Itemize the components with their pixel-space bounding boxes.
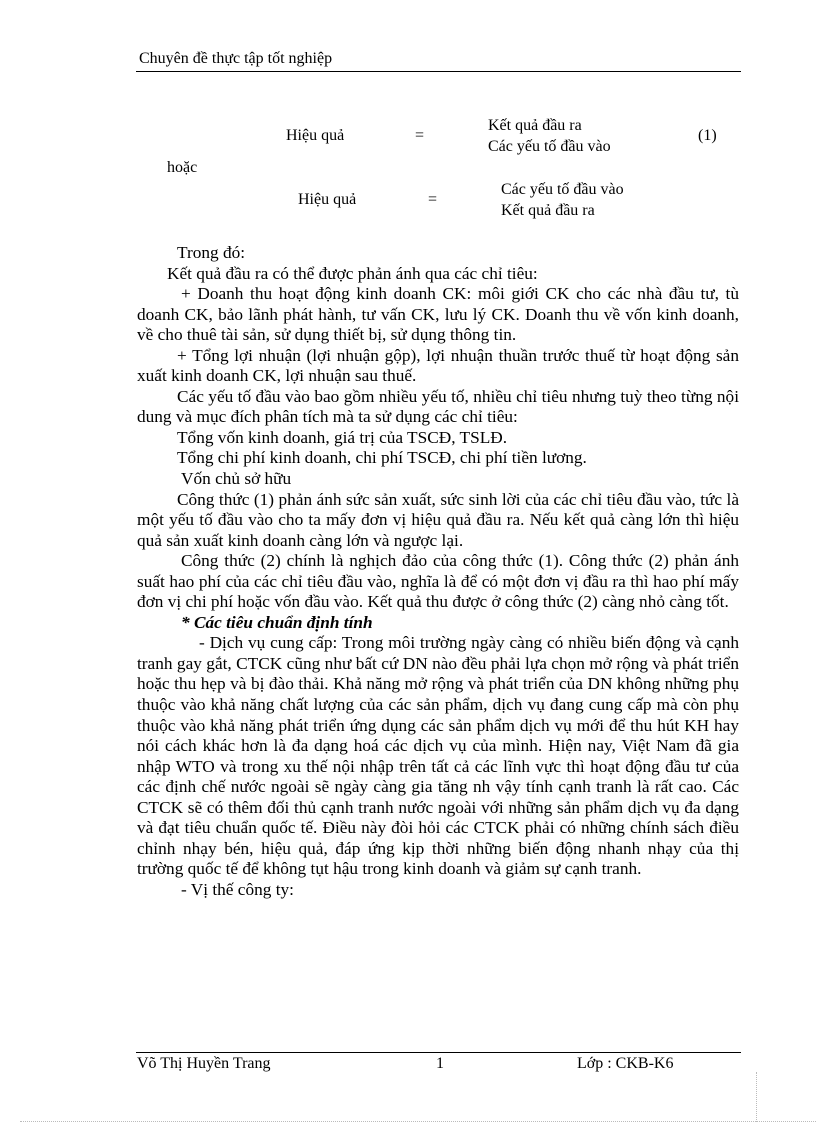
- formula2-equals: =: [428, 191, 438, 208]
- paragraph: Công thức (2) chính là nghịch đảo của công thức (1). Công thức (2) phản ánh suất hao phí của các chỉ tiêu đầu vào, nghĩa là để có một đơn vị đầu ra thì hao phí mấy đơn vị chi phí hoặc vốn đầu vào. Kết quả thu được ở công thức (2) càng nhỏ càng tốt.: [137, 551, 739, 612]
- paragraph: Công thức (1) phản ánh sức sản xuất, sức sinh lời của các chỉ tiêu đầu vào, tức là một yếu tố đầu vào cho ta mấy đơn vị hiệu quả đầu ra. Nếu kết quả càng lớn thì hiệu quả sản xuất kinh doanh càng lớn và ngược lại.: [137, 489, 739, 550]
- page-edge-guide: [20, 1121, 816, 1122]
- paragraph: + Doanh thu hoạt động kinh doanh CK: môi giới CK cho các nhà đầu tư, tù doanh CK, bảo lãnh phát hành, tư vấn CK, lưu lý CK. Doanh thu về vốn kinh doanh, về cho thuê tài sản, sử dụng thiết bị, sử dụng thông tin.: [137, 284, 739, 345]
- paragraph: Tổng vốn kinh doanh, giá trị của TSCĐ, TSLĐ.: [177, 427, 508, 447]
- footer-author: Võ Thị Huyền Trang: [137, 1055, 271, 1072]
- formula1-number: (1): [698, 127, 717, 144]
- footer-class: Lớp : CKB-K6: [577, 1055, 674, 1072]
- paragraph: + Tổng lợi nhuận (lợi nhuận gộp), lợi nhuận thuần trước thuế từ hoạt động sản xuất kinh doanh CK, lợi nhuận sau thuế.: [137, 345, 739, 386]
- paragraph: Các yếu tố đầu vào bao gồm nhiều yếu tố, nhiều chỉ tiêu nhưng tuỳ theo từng nội dung và mục đích phân tích mà ta sử dụng các chỉ tiêu:: [137, 386, 739, 427]
- header-title: Chuyên đề thực tập tốt nghiệp: [139, 50, 333, 67]
- paragraph: Tổng chi phí kinh doanh, chi phí TSCĐ, chi phí tiền lương.: [177, 448, 587, 468]
- header-rule: [136, 71, 741, 72]
- paragraph: Trong đó:: [177, 243, 246, 262]
- formula1-equals: =: [415, 127, 425, 144]
- formula2-denominator: Kết quả đầu ra: [501, 202, 595, 219]
- formula2-numerator: Các yếu tố đầu vào: [501, 181, 624, 198]
- paragraph: Kết quả đầu ra có thể được phản ánh qua các chỉ tiêu:: [167, 263, 538, 283]
- formula1-numerator: Kết quả đầu ra: [488, 117, 582, 134]
- body-text: [137, 243, 739, 901]
- paragraph: - Dịch vụ cung cấp: Trong môi trường ngày càng có nhiều biến động và cạnh tranh gay gắt, CTCK cũng như bất cứ DN nào đều phải lựa chọn mở rộng và phát triển hoặc thu hẹp và bị đào thải. Khả năng mở rộng và phát triển của DN không những phụ thuộc vào khả năng chất lượng của các sản phẩm, dịch vụ đang cung cấp mà còn phụ thuộc vào khả năng phát triển ứng dụng các sản phẩm dịch vụ mới để thu hút KH hay nói cách khác hơn là đa dạng hoá các dịch vụ của mình. Hiện nay, Việt Nam đã gia nhập WTO và trong xu thế nội nhập trên tất cả các lĩnh vực thì hoạt động đầu tư của các định chế nước ngoài sẽ ngày càng gia tăng nh vậy tính cạnh tranh là rất cao. Các CTCK sẽ có thêm đối thủ cạnh tranh nước ngoài với những sản phẩm dịch vụ đa dạng và đạt tiêu chuẩn quốc tế. Điều này đòi hỏi các CTCK phải có những chính sách điều chỉnh nhạy bén, hiệu quả, đáp ứng kịp thời những biến động nhanh nhạy của thị trường quốc tế để không tụt hậu trong kinh doanh và giảm sự cạnh tranh.: [137, 633, 739, 879]
- paragraph: - Vị thế công ty:: [181, 879, 294, 899]
- paragraph: Vốn chủ sở hữu: [181, 469, 292, 489]
- page-edge-guide: [756, 1072, 757, 1122]
- formula1-lhs: Hiệu quả: [286, 127, 345, 144]
- connector-text: hoặc: [167, 159, 198, 176]
- footer-rule: [136, 1052, 741, 1053]
- section-heading: * Các tiêu chuẩn định tính: [181, 612, 373, 632]
- formula1-denominator: Các yếu tố đầu vào: [488, 138, 611, 155]
- footer-page-number: 1: [436, 1055, 444, 1072]
- formula2-lhs: Hiệu quả: [298, 191, 357, 208]
